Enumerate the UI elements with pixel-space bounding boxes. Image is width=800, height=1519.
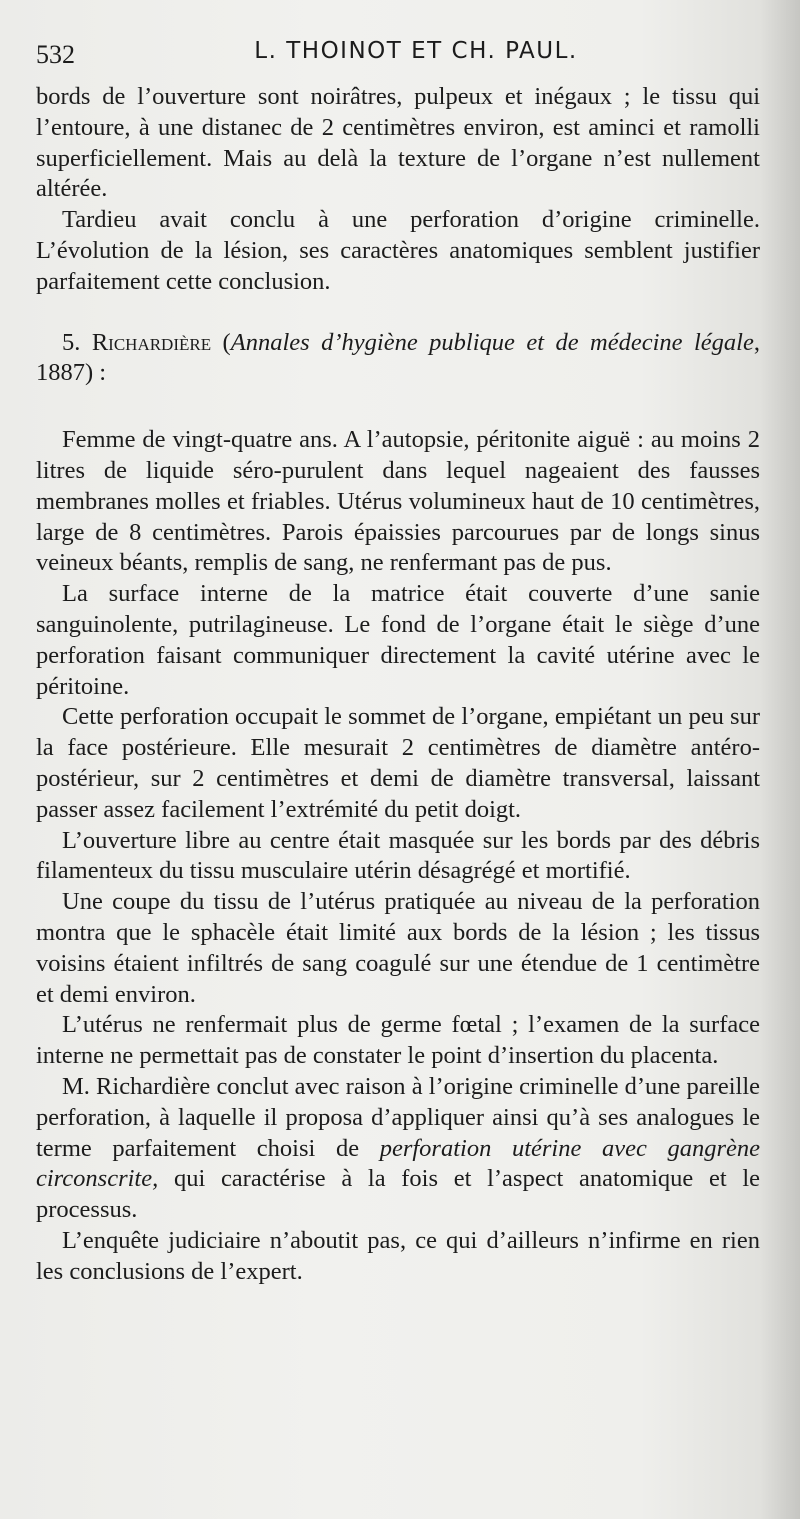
- paragraph-richardiere-conclusion: [36, 1072, 760, 1226]
- paragraph-tissue-section: Une coupe du tissu de l’utérus pratiquée au niveau de la perforation montra que le sphacèle était limité aux bords de la lésion ; les tissus voisins étaient infiltrés de sang coagulé sur une étendue de 1 centimètre et demi environ.: [36, 888, 760, 1008]
- paragraph-autopsy: Femme de vingt-quatre ans. A l’autopsie, péritonite aiguë : au moins 2 litres de liquide séro-purulent dans lequel nageaient des fausses membranes molles et friables. Utérus volumineux haut de 10 centimètres, large de 8 centimètres. Parois épaissies parcourues par de longs sinus veineux béants, remplis de sang, ne renfermant pas de pus.: [36, 426, 760, 577]
- page-edge-shadow: [760, 0, 800, 1519]
- page-body: [36, 82, 760, 1287]
- case-journal: Annales d’hygiène publique et de médecine légale: [230, 328, 754, 356]
- case-number: 5.: [62, 328, 81, 356]
- paragraph-opening: L’ouverture libre au centre était masquée sur les bords par des débris filamenteux du tissu musculaire utérin désagrégé et mortifié.: [36, 826, 760, 885]
- case-heading: [36, 328, 760, 390]
- conclusion-text-before: M. Richardière conclut avec raison à l’origine criminelle d’une pareille perforation, à laquelle il proposa d’appliquer ainsi qu’à ses analogues le terme parfaitement choisi de: [36, 1072, 760, 1162]
- paragraph-inner-surface: La surface interne de la matrice était couverte d’une sanie sanguinolente, putrilagineuse. Le fond de l’organe était le siège d’une perforation faisant communiquer directement la cavité utérine avec le péritoine.: [36, 580, 760, 700]
- page-header: [36, 36, 760, 76]
- paragraph-perforation-size: Cette perforation occupait le sommet de l’organe, empiétant un peu sur la face postérieure. Elle mesurait 2 centimètres de diamètre antéro-postérieur, sur 2 centimètres et demi de diamètre transversal, laissant passer assez facilement l’extrémité du petit doigt.: [36, 703, 760, 823]
- paragraph-judicial-inquiry: L’enquête judiciaire n’aboutit pas, ce qui d’ailleurs n’infirme en rien les conclusions de l’expert.: [36, 1226, 760, 1285]
- case-author: Richardière: [91, 328, 212, 356]
- case-year: , 1887) :: [36, 328, 760, 387]
- paragraph-continuation: bords de l’ouverture sont noirâtres, pulpeux et inégaux ; le tissu qui l’entoure, à une distanec de 2 centimètres environ, est aminci et ramolli superficiellement. Mais au delà la texture de l’organe n’est nullement altérée.: [36, 83, 760, 203]
- conclusion-term: perforation utérine avec gangrène circonscrite,: [36, 1134, 760, 1193]
- page-number: 532: [36, 40, 75, 69]
- conclusion-text-after: qui caractérise à la fois et l’aspect anatomique et le processus.: [36, 1165, 760, 1224]
- running-head: L. THOINOT ET CH. PAUL.: [254, 38, 578, 64]
- paragraph-uterus-contents: L’utérus ne renfermait plus de germe fœtal ; l’examen de la surface interne ne permettait pas de constater le point d’insertion du placenta.: [36, 1011, 760, 1070]
- paragraph-tardieu-conclusion: Tardieu avait conclu à une perforation d’origine criminelle. L’évolution de la lésion, ses caractères anatomiques semblent justifier parfaitement cette conclusion.: [36, 206, 760, 295]
- case-open-paren: (: [211, 328, 231, 356]
